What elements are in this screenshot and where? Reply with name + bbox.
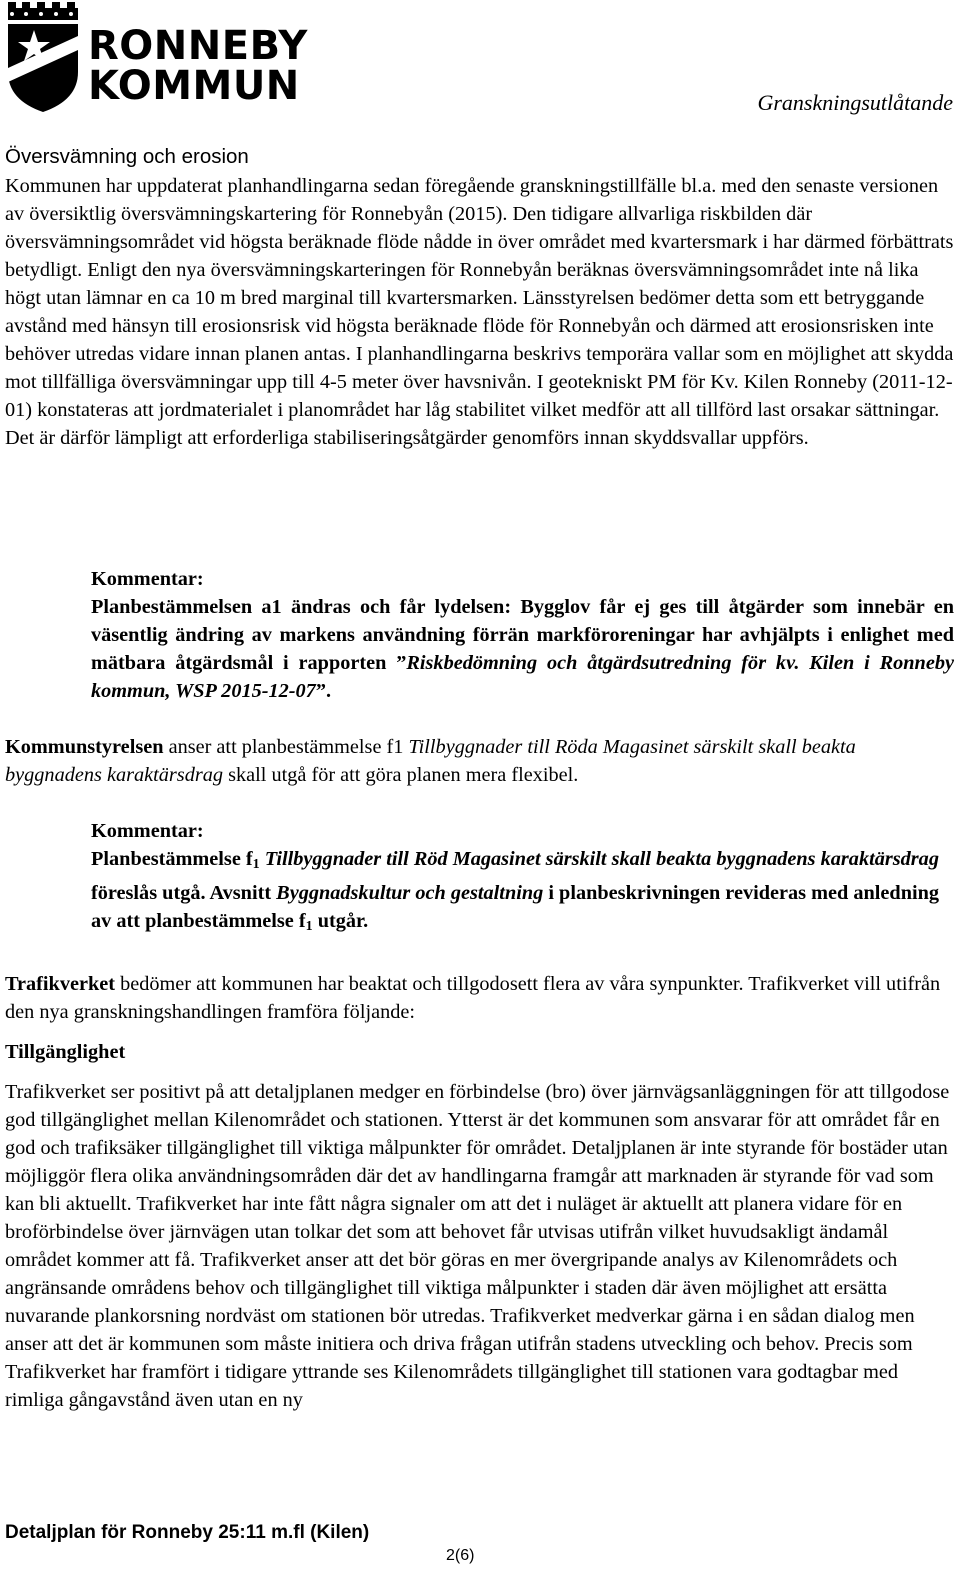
subscript: 1 [252, 857, 260, 872]
comment-block-1 [91, 565, 954, 705]
paragraph-kommunstyrelsen [5, 733, 954, 789]
paragraph-accessibility: Trafikverket ser positivt på att detaljplanen medger en förbindelse (bro) över järnvägsanläggningen för att tillgodose god tillgänglighet mellan Kilenområdet och stationen. Ytterst är det kommunen som ansvarar för att området får en god och trafiksäker tillgänglighet till viktiga målpunkter för området. Detaljplanen är inte styrande för bostäder utan möjliggör flera olika användningsområden där det av handlingarna framgår att marknaden är styrande för vad som kan bli aktuellt. Trafikverket har inte fått några signaler om att det i nuläget är aktuellt att planera vidare för en broförbindelse över järnvägen utan tolkar det som att behovet får utvisas utifrån vilket huvudsakligt ändamål området kommer att få. Trafikverket anser att det bör göras en mer övergripande analys av Kilenområdets och angränsande områdens behov och tillgänglighet till viktiga målpunkter i staden där även möjlighet att ersätta nuvarande plankorsning nordväst om stationen bör utredas. Trafikverket medverkar gärna i en sådan dialog men anser att det är kommunen som måste initiera och driva frågan utifrån stadens utveckling och behov. Precis som Trafikverket har framfört i tidigare yttrande ses Kilenområdets tillgänglighet till stationen vara godtagbar med rimliga gångavstånd även utan en ny [5, 1081, 950, 1411]
comment-text-part: i planbeskrivningen revideras med anledning av att planbestämmelse f [91, 882, 940, 932]
paragraph-text: anser att planbestämmelse f1 [163, 736, 409, 758]
subscript: 1 [305, 919, 313, 934]
section-heading: Översvämning och erosion [5, 145, 249, 168]
comment-text-part: föreslås utgå. Avsnitt [91, 882, 277, 904]
coat-of-arms-icon [4, 2, 84, 114]
subject-name: Kommunstyrelsen [5, 736, 164, 758]
paragraph-text: skall utgå för att göra planen mera flexibel. [223, 764, 579, 786]
section-reference: Byggnadskultur och gestaltning [276, 882, 544, 904]
ronneby-kommun-logo [4, 2, 308, 114]
subject-name: Trafikverket [5, 973, 116, 995]
footer-title: Detaljplan för Ronneby 25:11 m.fl (Kilen) [5, 1522, 370, 1543]
regulation-quote: Tillbyggnader till Röda Magasinet särskilt skall beakta byggnadens karaktärsdrag [5, 736, 856, 786]
comment-label: Kommentar: [91, 820, 204, 842]
paragraph-text: bedömer att kommunen har beaktat och tillgodosett flera av våra synpunkter. Trafikverket vill utifrån den nya granskningshandlingen framföra följande: [5, 973, 941, 1023]
comment-text-part: Planbestämmelsen a1 ändras och får lydelsen: Bygglov får ej ges till åtgärder som innebär en väsentlig ändring av markens användning förrän markföroreningar har avhjälpts i enlighet med mätbara åtgärdsmål i rapporten ” [91, 596, 954, 674]
comment-text-part: Planbestämmelse f [91, 848, 253, 870]
comment-text-part: ”. [315, 680, 332, 702]
paragraph-flooding: Kommunen har uppdaterat planhandlingarna sedan föregående granskningstillfälle bl.a. med den senaste versionen av översiktlig översvämningskartering för Ronnebyån (2015). Den tidigare allvarliga riskbilden där översvämningsområdet vid högsta beräknade flöde nådde in över området med kvartersmark i har därmed förbättrats betydligt. Enligt den nya översvämningskarteringen för Ronnebyån beräknas översvämningsområdet inte nå lika högt utan lämnar en ca 10 m bred marginal till kvartersmarken. Länsstyrelsen bedömer detta som ett betryggande avstånd med hänsyn till erosionsrisk vid högsta beräknade flöde för Ronnebyån och därmed att erosionsrisken inte behöver utredas vidare innan planen antas. I planhandlingarna beskrivs temporära vallar som en möjlighet att skydda mot tillfälliga översvämningar upp till 4-5 meter över havsnivån. I geotekniskt PM för Kv. Kilen Ronneby (2011-12-01) konstateras att jordmaterialet i planområdet har låg stabilitet vilket medför att all tillförd last orsakar sättningar. Det är därför lämpligt att erforderliga stabiliseringsåtgärder genomförs innan skyddsvallar uppförs. [5, 175, 954, 449]
document-status: Granskningsutlåtande [757, 90, 953, 115]
comment-text-part: utgår. [312, 910, 369, 932]
paragraph-trafikverket [5, 970, 954, 1026]
comment-label: Kommentar: [91, 568, 204, 590]
regulation-quote: Tillbyggnader till Röd Magasinet särskilt skall beakta byggnadens karaktärsdrag [264, 848, 939, 870]
comment-text [91, 845, 954, 941]
report-title: Riskbedömning och åtgärdsutredning för kv. Kilen i Ronneby kommun, WSP 2015-12-07 [91, 652, 954, 702]
comment-text [91, 593, 954, 705]
logo-text-line1: RONNEBY [88, 23, 308, 69]
logo-text-line2: KOMMUN [88, 63, 300, 109]
subheading-accessibility: Tillgänglighet [5, 1041, 126, 1063]
comment-block-2 [91, 817, 954, 941]
page-number: 2(6) [446, 1547, 475, 1564]
